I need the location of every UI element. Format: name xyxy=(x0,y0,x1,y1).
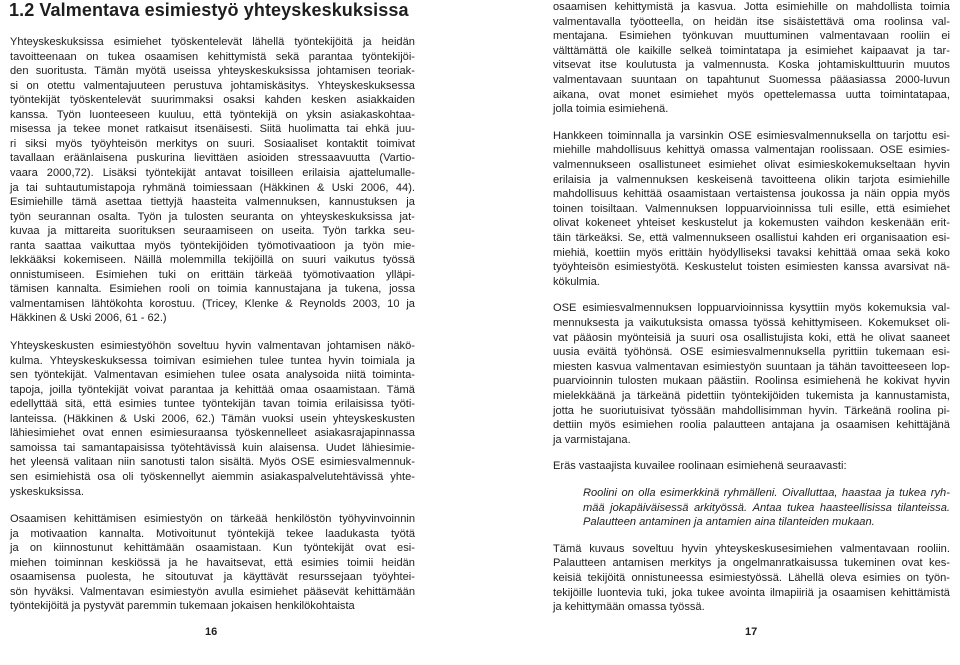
text-line: Roolini on olla esimerkkinä ryhmälleni. Oivalluttaa, haastaa ja tukea ryh- xyxy=(583,487,950,499)
page-number-left: 16 xyxy=(205,626,218,638)
text-line: tekijöille luontevia tuki, joka tukee avointa ilmapiiriä ja osaamisen kehittämistä xyxy=(553,586,950,599)
text-line: miehiä, koettiin myös erittäin hyödylliseksi tavaksi kehittää omaa sekä koko xyxy=(553,246,950,259)
text-line: osaamisensa puolesta, he sitoutuvat ja käyttävät resurssejaan työyhtei- xyxy=(10,571,415,584)
page-number-right: 17 xyxy=(745,626,758,638)
text-line: ja tai suhtautumistapoja ryhmänä toimiessaan (Häkkinen & Uski 2006, 44). xyxy=(10,181,415,194)
text-line: ja kehittymään omassa työssä. xyxy=(553,601,705,614)
section-heading: 1.2 Valmentava esimiestyö yhteyskeskuksissa xyxy=(9,0,409,20)
text-line: valmentavaan suuntaan on tapahtunut Suomessa pääasiassa 2000-luvun xyxy=(553,74,950,86)
text-line: työntekijät työskentelevät suurimmaksi osaksi kahden kesken asiakkaiden xyxy=(10,94,415,107)
text-line: tavallaan eräänlaisena puskurina lievittäen asioiden stressaavuutta (Vartio- xyxy=(10,152,415,165)
text-line: yskeskuksissa. xyxy=(10,485,84,498)
text-line: mahdollisuus kehittää osaamistaan vertaistensa joukossa ja näin oppia myös xyxy=(553,188,950,201)
text-line: jolla toimia esimiehenä. xyxy=(553,103,669,116)
text-line: erilaisia ja valmennuksen keskeisenä tavoitteena olikin tarjota esimiehille xyxy=(553,173,950,186)
text-line: toinen toisiltaan. Valmennuksen loppuarvioinnissa tuli esille, että esimiehet xyxy=(553,202,950,215)
text-line: täin tärkeäksi. Se, että valmennukseen osallistui kahden eri organisaation esi- xyxy=(553,232,950,244)
text-line: ja motivaation kannalta. Motivoitunut työntekijä tekee laadukasta työtä xyxy=(10,527,415,540)
text-line: työn seurannan osalta. Työn ja tulosten seuranta on yhteyskeskuksissa jat- xyxy=(10,210,415,223)
text-line: valmentavalla työotteella, on heidän itse sisäistettävä oma roolinsa val- xyxy=(553,15,950,28)
text-line: OSE esimiesvalmennuksen loppuarvioinnissa kysyttiin myös kokemuksia val- xyxy=(553,302,950,315)
text-line: si on otettu valmentajuuteen perustuva johtamiskäsitys. Yhteyskeskuksessa xyxy=(10,79,415,92)
text-line: Tämä kuvaus soveltuu hyvin yhteyskeskusesimiehen valmentavaan rooliin. xyxy=(553,542,950,555)
text-line: puarvioinnin tulosten mukaan päästiin. Roolinsa esimiehenä he kokivat hyvin xyxy=(553,375,950,388)
text-line: kanssa. Työn luonteeseen kuuluu, että työntekijä on yksin asiakaskohtaa- xyxy=(10,108,415,121)
text-line: keisiä tekijöitä onnistuneessa esimiestyössä. Lähellä oleva esimies on työn- xyxy=(553,572,950,584)
text-line: uusia eväitä työhönsä. OSE esimiesvalmennuksella pyrittiin tukemaan esi- xyxy=(553,346,950,359)
text-line: mentajana. Esimiehen työnkuvan muuttuminen valmentavaan rooliin ei xyxy=(553,30,950,43)
text-line: Yhteyskeskuksissa esimiehet työskentelevät lähellä työntekijöitä ja heidän xyxy=(10,36,415,48)
text-line: mää jokapäiväisessä arkityössä. Antaa tukea haasteellisissa tilanteissa. xyxy=(583,501,950,514)
text-line: lähiesimiehet ovat ennen esimiesuraansa työskennelleet asiakasrajapinnassa xyxy=(10,427,415,440)
text-line: valmennukseen osallistuneet esimiehet olivat esimieskokemukseltaan hyvin xyxy=(553,159,950,171)
text-line: jotta he suoriutuisivat työssään mahdollisimman hyvin. Tärkeänä roolina pi- xyxy=(553,404,950,417)
text-line: dettiin myös esimiehen roolia palautteen antajana ja osaamisen kehittäjänä xyxy=(553,419,950,432)
text-line: välttämättä ole kaikille selkeä toimintatapa ja esimiehet kaipaavat ja tar- xyxy=(553,44,950,57)
text-line: sen esimiehistä osa oli työskennellyt aiemmin asiakaspalvelutehtävissä yhte- xyxy=(10,470,415,483)
text-line: ri siksi myös työyhteisön merkitys on suuri. Sosiaaliset kontaktit toimivat xyxy=(10,137,415,150)
text-line: sön hyväksi. Valmentavan esimiestyön avulla esimiehet pääsevät kehittämään xyxy=(10,585,415,598)
text-line: Häkkinen & Uski 2006, 61 - 62.) xyxy=(10,312,167,325)
text-line: ja on kiinnostunut kehittämään osaamistaan. Kun työntekijät ovat esi- xyxy=(10,542,415,555)
text-line: vat pääosin myönteisiä ja suuri osa osallistujista koki, että he olivat saaneet xyxy=(553,331,950,344)
text-line: vaara 2000,72). Lisäksi työntekijät antavat toisilleen erilaisia ajattelumalle- xyxy=(10,166,415,179)
text-line: Palautteen antamisen merkitys ja ongelmanratkaisussa tukeminen ovat kes- xyxy=(553,557,950,570)
text-line: Yhteyskeskusten esimiestyöhön soveltuu hyvin valmentavan johtamisen näkö- xyxy=(10,340,415,352)
text-line: mielekkäänä ja tärkeänä pidettiin työntekijöiden tukemista ja kannustamista, xyxy=(553,390,950,402)
text-line: vitsevat itse koulutusta ja valmennusta. Koska johtamiskulttuurin muutos xyxy=(553,59,950,72)
text-line: työntekijöitä ja pystyvät paremmin tukemaan jokaisen henkilökohtaista xyxy=(10,600,355,613)
text-line: ja varmistajana. xyxy=(553,433,631,446)
text-line: lekkääksi kokemiseen. Näillä molemmilla tekijöillä on suuri vaikutus työssä xyxy=(10,254,415,267)
text-line: Eräs vastaajista kuvailee roolinaan esimiehenä seuraavasti: xyxy=(553,460,847,473)
text-line: Esimiehille tämä asettaa tiettyjä haasteita valmennuksen, kannustuksen ja xyxy=(10,196,415,209)
text-line: het yleensä valitaan niin sanotusti talon sisältä. Myös OSE esimiesvalmennuk- xyxy=(10,456,415,469)
text-line: aikana, ovat monet esimiehet myös opettelemassa uutta toimintatapaa, xyxy=(553,88,950,101)
text-line: miehille mahdollisuus kehittyä omassa valmentajan roolissaan. OSE esimies- xyxy=(553,144,950,157)
text-line: kökulmia. xyxy=(553,275,600,288)
text-line: Osaamisen kehittämisen esimiestyön on tärkeää henkilöstön työhyvinvoinnin xyxy=(10,513,415,526)
text-line: den suoritusta. Tämän myötä useissa yhteyskeskuksissa johtamisen teoriak- xyxy=(10,65,415,78)
text-line: miehen toiminnan keskiössä ja he havaitsevat, että esimies toimii heidän xyxy=(10,556,415,569)
text-line: ranta saattaa vaikuttaa myös työntekijöiden työmotivaatioon ja työn mie- xyxy=(10,239,415,252)
text-line: tavoitteenaan on tukea osaamisen kehittymistä sekä parantaa työntekijöi- xyxy=(10,50,415,63)
text-line: onnistumiseen. Esimiehen tuki on erittäin tärkeää työmotivaation ylläpi- xyxy=(10,268,415,281)
text-line: tapoja, joilla työntekijät voivat parantaa ja kehittää omaa osaamistaan. Tämä xyxy=(10,383,415,396)
text-line: kulma. Yhteyskeskuksessa toimivan esimiehen tulee tuntea hyvin toimiala ja xyxy=(10,354,415,367)
text-line: sen työntekijät. Valmentavan esimiehen tulee osata analysoida niitä toiminta- xyxy=(10,369,415,382)
text-line: kuvaa ja mittareita suorituksen seuraamiseen on useita. Työn tarkka seu- xyxy=(10,225,415,238)
text-line: Palautteen antaminen ja antamien aina tilanteiden mukaan. xyxy=(583,516,875,529)
text-line: valmentamisen lähtökohta korostuu. (Tricey, Klenke & Reynolds 2003, 10 ja xyxy=(10,297,415,310)
text-line: osaamisen kehittymistä ja kasvua. Jotta esimiehille on mahdollista toimia xyxy=(553,1,950,13)
text-line: mennuksesta ja vaikutuksista omassa työssä kehittymiseen. Kokemukset oli- xyxy=(553,317,950,329)
text-line: tämisen kannalta. Esimiehen rooli on toimia kannustajana ja tukena, jossa xyxy=(10,283,415,296)
text-line: misessa ja tekee monet ratkaisut itsenäisesti. Siitä huolimatta tai ehkä juu- xyxy=(10,123,415,136)
text-line: lanteissa. (Häkkinen & Uski 2006, 62.) Tämän vuoksi usein yhteyskeskusten xyxy=(10,412,415,425)
text-line: miesten kasvua valmentavan esimiestyön suuntaan ja tähän tavoitteeseen lop- xyxy=(553,360,950,373)
text-line: työyhteisön esimiestyötä. Keskustelut toisten esimiesten kanssa avarsivat nä- xyxy=(553,261,950,274)
text-line: samoissa tai samantapaisissa työtehtävissä kuin alaisensa. Uudet lähiesimie- xyxy=(10,441,415,454)
text-line: olivat kokeneet yhteiset keskustelut ja kokemusten vaihdon keskenään erit- xyxy=(553,217,950,230)
text-line: Hankkeen toiminnalla ja varsinkin OSE esimiesvalmennuksella on tarjottu esi- xyxy=(553,129,950,142)
text-line: edellyttää sitä, että esimies tuntee työntekijän tavan toimia erilaisissa työti- xyxy=(10,398,415,411)
